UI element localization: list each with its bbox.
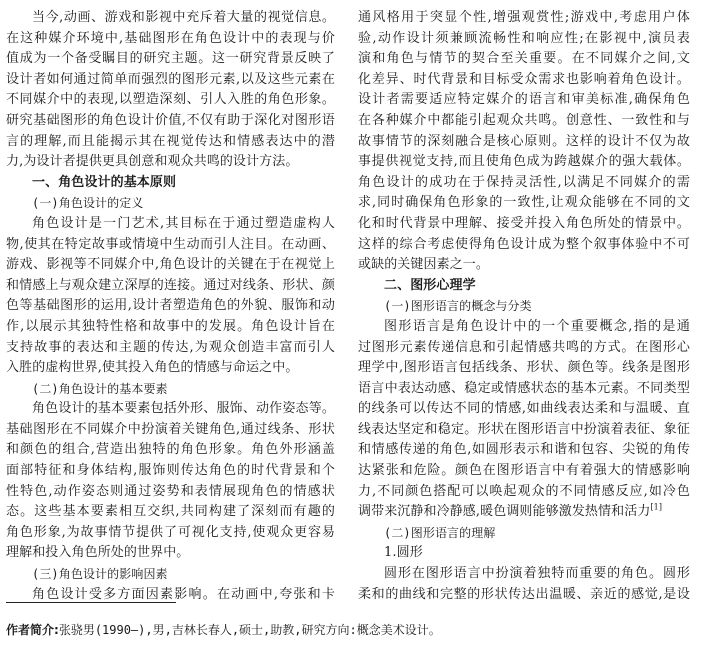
body-line: 角色设计的基本要素包括外形、服饰、动作姿态等。 xyxy=(32,401,335,417)
body-line: 语言中表达动感、稳定或情感状态的基本元素。不同类型 xyxy=(358,380,690,396)
subsection-heading: (三)角色设计的影响因素 xyxy=(32,567,168,582)
item-heading: 1.圆形 xyxy=(384,545,423,561)
body-line: 角色设计的成功在于保持灵活性,以满足不同媒介的需 xyxy=(358,174,690,190)
body-line: 游戏、影视等不同媒介中,角色设计的关键在于在视觉上 xyxy=(6,257,335,273)
footnote-divider xyxy=(6,602,176,603)
left-column xyxy=(6,8,335,605)
body-line: 柔和的曲线和完整的形状传达出温暖、亲近的感觉,是设 xyxy=(358,586,690,602)
body-line: 理解和投入角色所处的世界中。 xyxy=(6,545,190,561)
body-line: 化差异、时代背景和目标受众需求也影响着角色设计。 xyxy=(358,71,690,87)
body-line: 力,为设计者提供更具创意和观众共鸣的设计方法。 xyxy=(6,154,299,170)
body-line: 通风格用于突显个性,增强观赏性;游戏中,考虑用户体 xyxy=(358,10,690,25)
body-line: 在各种媒介中都能引起观众共鸣。创意性、一致性和与 xyxy=(358,112,690,128)
subsection-heading: (一)角色设计的定义 xyxy=(32,196,144,211)
body-text: 调带来沉静和冷静感,暖色调则能够激发热情和活力 xyxy=(358,504,651,520)
right-column xyxy=(358,8,690,605)
body-line: 图形语言是角色设计中的一个重要概念,指的是通 xyxy=(384,318,690,334)
body-line: 角色设计是一门艺术,其目标在于通过塑造虚构人 xyxy=(32,215,335,231)
body-line: 面部特征和身体结构,服饰则传达角色的时代背景和个 xyxy=(6,463,335,479)
body-line: 或缺的关键因素之一。 xyxy=(358,257,490,273)
body-line: 设计者如何通过简单而强烈的图形元素,以及这些元素在 xyxy=(6,71,335,87)
section-heading: 二、图形心理学 xyxy=(384,277,476,293)
body-line: 言的理解,而且能揭示其在视觉传达和情感表达中的潜 xyxy=(6,133,335,149)
body-line: 当今,动画、游戏和影视中充斥着大量的视觉信息。 xyxy=(32,10,335,25)
body-line: 值成为一个备受瞩目的研究主题。这一研究背景反映了 xyxy=(6,51,335,67)
body-line: 理学中,图形语言包括线条、形状、颜色等。线条是图形 xyxy=(358,360,690,376)
body-line: 的线条可以传达不同的情感,如曲线表达柔和与温暖、直 xyxy=(358,401,690,417)
body-line: 在这种媒介环境中,基础图形在角色设计中的表现与价 xyxy=(6,30,335,46)
body-line: 和颜色的组合,营造出独特的角色形象。角色外形涵盖 xyxy=(6,442,335,458)
body-line: 设计者需要适应特定媒介的语言和审美标准,确保角色 xyxy=(358,92,690,108)
body-line: 达紧张和危险。颜色在图形语言中有着强大的情感影响 xyxy=(358,463,690,479)
body-line: 演和角色与情节的契合至关重要。在不同媒介之间,文 xyxy=(358,51,690,67)
body-line: 化和时代背景中理解、接受并投入角色所处的情景中。 xyxy=(358,215,690,231)
body-line: 态。这些基本要素相互交织,共同构建了深刻而有趣的 xyxy=(6,504,335,520)
body-line: 入胜的虚构世界,使其投入角色的情感与命运之中。 xyxy=(6,360,299,376)
body-line: 和情感上与观众建立深厚的连接。通过对线条、形状、颜 xyxy=(6,277,335,293)
body-line: 支持故事的表达和主题的传达,为观众创造丰富而引人 xyxy=(6,339,335,355)
body-line: 基础图形在不同媒介中扮演着关键角色,通过线条、形状 xyxy=(6,421,335,437)
citation-marker: [1] xyxy=(650,502,663,512)
subsection-heading: (二)图形语言的理解 xyxy=(384,525,496,540)
body-line: 物,使其在特定故事或情境中生动而引人注目。在动画、 xyxy=(6,236,335,252)
section-heading: 一、角色设计的基本原则 xyxy=(32,174,177,190)
body-line xyxy=(358,502,690,523)
footnote-text: 张骁男(1990—),男,吉林长春人,硕士,助教,研究方向:概念美术设计。 xyxy=(58,623,441,637)
author-footnote xyxy=(6,620,696,640)
body-line: 过图形元素传递信息和引起情感共鸣的方式。在图形心 xyxy=(358,339,690,355)
body-line: 研究基础图形的角色设计价值,不仅有助于深化对图形语 xyxy=(6,112,335,128)
body-line: 性特色,动作姿态则通过姿势和表情展现角色的情感状 xyxy=(6,483,335,499)
subsection-heading: (二)角色设计的基本要素 xyxy=(32,381,168,396)
body-line: 和情感传递的角色,如圆形表示和谐和包容、尖锐的角传 xyxy=(358,442,690,458)
footnote-label: 作者简介: xyxy=(6,623,59,637)
body-line: 力,不同颜色搭配可以唤起观众的不同情感反应,如冷色 xyxy=(358,483,690,499)
subsection-heading: (一)图形语言的概念与分类 xyxy=(384,299,532,314)
body-line: 线表达坚定和稳定。形状在图形语言中扮演着表征、象征 xyxy=(358,421,690,437)
body-line: 角色形象,为故事情节提供了可视化支持,使观众更容易 xyxy=(6,524,335,540)
body-line: 色等基础图形的运用,设计者塑造角色的外貌、服饰和动 xyxy=(6,298,335,314)
body-line: 作,以展示其独特性格和故事中的发展。角色设计旨在 xyxy=(6,318,335,334)
body-line: 故事情节的深刻融合是核心原则。这样的设计不仅为故 xyxy=(358,133,690,149)
body-line: 不同媒介中的表现,以塑造深刻、引人入胜的角色形象。 xyxy=(6,92,335,108)
body-line: 这样的综合考虑使得角色设计成为整个叙事体验中不可 xyxy=(358,236,690,252)
body-line: 圆形在图形语言中扮演着独特而重要的角色。圆形 xyxy=(384,566,690,582)
body-line: 事提供视觉支持,而且使角色成为跨越媒介的强大载体。 xyxy=(358,154,690,170)
body-line: 角色设计受多方面因素影响。在动画中,夸张和卡 xyxy=(32,586,335,602)
body-line: 验,动作设计须兼顾流畅性和响应性;在影视中,演员表 xyxy=(358,30,690,46)
body-line: 求,同时确保角色形象的一致性,让观众能够在不同的文 xyxy=(358,195,690,211)
